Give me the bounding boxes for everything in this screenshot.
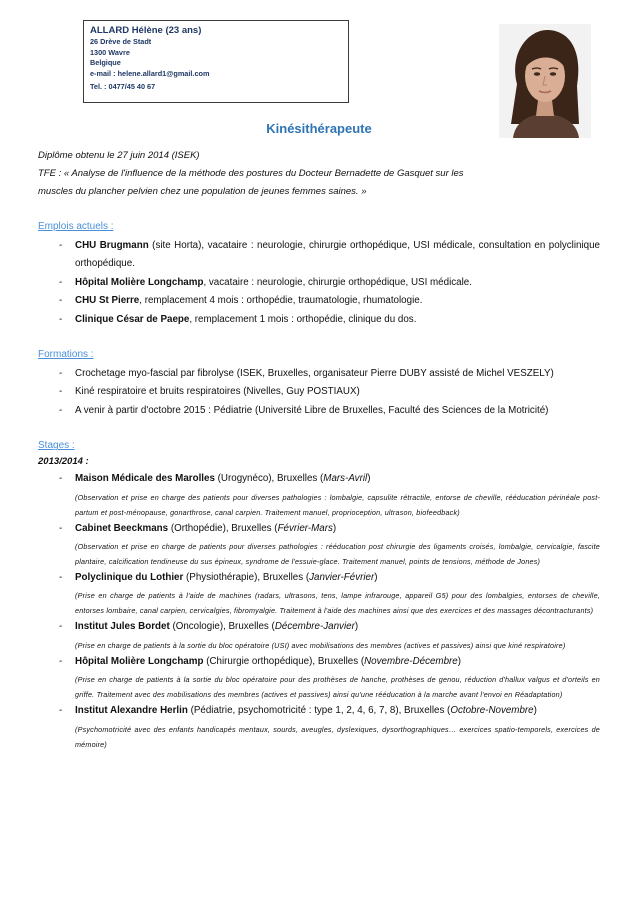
stage-item [38, 569, 600, 618]
candidate-name: ALLARD Hélène (23 ans) [90, 25, 202, 36]
employer-detail: , vacataire : neurologie, chirurgie orthopédique, USI médicale. [203, 276, 472, 288]
emplois-item [38, 292, 600, 310]
stage-period: Mars-Avril [323, 473, 368, 485]
employer-detail: , remplacement 4 mois : orthopédie, traumatologie, rhumatologie. [139, 295, 423, 307]
stage-item [38, 618, 600, 652]
stage-place: Institut Jules Bordet [75, 621, 170, 633]
stage-place: Polyclinique du Lothier [75, 572, 184, 584]
address-country: Belgique [90, 58, 121, 67]
stage-description: (Prise en charge de patients à la sortie du bloc opératoire pour des prothèses de hanche, prothèses de genou, réduction d'hallux valgus et d'orteils en griffe. Traitement avec des mobilisations des membres (actives et passives) ainsi qu'une rééducation à la marche avant l'envoi en Réadaptation) [75, 675, 600, 700]
address-street: 26 Drève de Stadt [90, 37, 152, 46]
stage-description: (Prise en charge de patients à la sortie du bloc opératoire (USI) avec mobilisations des membres (actives et passives) ainsi que kiné respiratoire) [75, 640, 566, 650]
contact-box [83, 20, 349, 103]
stage-period: Décembre-Janvier [274, 621, 355, 633]
stage-detail: (Urogynéco), Bruxelles ( [214, 473, 324, 485]
stage-place: Cabinet Beeckmans [75, 522, 169, 534]
address-city: 1300 Wavre [90, 47, 130, 57]
formation-item: - Crochetage myo-fascial par fibrolyse (ISEK, Bruxelles, organisateur Pierre DUBY assisté de Michel VESZELY) [38, 365, 600, 383]
stages-year: 2013/2014 : [38, 456, 89, 468]
emplois-list [38, 237, 600, 329]
stage-period: Février-Mars [277, 522, 333, 534]
stage-close: ) [354, 621, 359, 633]
stage-item [38, 470, 600, 519]
stage-close: ) [332, 522, 337, 534]
emplois-item [38, 237, 600, 274]
stage-description: (Prise en charge de patients à l'aide de machines (radars, ultrasons, tens, lampe infrarouge, appareil G5) pour des lombalgies, entorses de cheville, entorses lombaire, canal carpien, cervicalgies, fibromyalgie. Traitement à l'aide des machines ainsi que des exercices et des massages décontracturants) [75, 591, 600, 616]
emplois-item [38, 311, 600, 329]
stage-period: Janvier-Février [309, 572, 375, 584]
formations-list [38, 365, 600, 420]
formation-item: - Kiné respiratoire et bruits respiratoires (Nivelles, Guy POSTIAUX) [38, 383, 600, 401]
diploma-line: Diplôme obtenu le 27 juin 2014 (ISEK) [38, 150, 200, 161]
stage-detail: (Physiothérapie), Bruxelles ( [183, 572, 310, 584]
emplois-item [38, 274, 600, 292]
job-title: Kinésithérapeute [266, 121, 372, 136]
stage-place: Maison Médicale des Marolles [75, 473, 215, 485]
section-heading-formations: Formations : [38, 349, 94, 361]
tfe-line-1: TFE : « Analyse de l'influence de la méthode des postures du Docteur Bernadette de Gasquet sur les [38, 168, 464, 179]
employer-name: Hôpital Molière Longchamp [75, 276, 204, 288]
stage-period: Novembre-Décembre [364, 655, 458, 667]
phone-number: Tel. : 0477/45 40 67 [90, 82, 156, 91]
employer-detail: (site Horta), vacataire : neurologie, chirurgie orthopédique, USI médicale, consultation en polyclinique orthopédique. [75, 240, 600, 270]
stage-description: (Observation et prise en charge de patients pour diverses pathologies : rééducation post chirurgie des ligaments croisés, lombalgie, cervicalgie, fascite plantaire, calcification tendineuse du sus épineux, syndrome de l'essuie-glace. Traitement manuel, points de tensions, méthode de Jones) [75, 542, 600, 567]
stage-item [38, 520, 600, 569]
stage-place: Hôpital Molière Longchamp [75, 655, 204, 667]
stage-detail: (Chirurgie orthopédique), Bruxelles ( [203, 655, 365, 667]
employer-name: Clinique César de Paepe [75, 313, 190, 325]
stages-list [38, 470, 600, 751]
stage-item [38, 702, 600, 751]
stage-place: Institut Alexandre Herlin [75, 705, 188, 717]
employer-name: CHU St Pierre [75, 295, 140, 307]
stage-item [38, 653, 600, 702]
stage-close: ) [457, 655, 462, 667]
employer-detail: , remplacement 1 mois : orthopédie, clinique du dos. [189, 313, 417, 325]
stage-description: (Psychomotricité avec des enfants handicapés mentaux, sourds, aveugles, dyslexiques, dysorthographiques… exercices spatio-temporels, exercices de mémoire) [75, 724, 600, 749]
stage-detail: (Orthopédie), Bruxelles ( [168, 522, 278, 534]
stage-close: ) [374, 572, 378, 584]
formation-item: - A venir à partir d'octobre 2015 : Pédiatrie (Université Libre de Bruxelles, Faculté des Sciences de la Motricité) [38, 402, 600, 420]
employer-name: CHU Brugmann [75, 240, 149, 251]
stage-detail: (Oncologie), Bruxelles ( [169, 621, 275, 633]
section-heading-stages: Stages : [38, 440, 75, 452]
stage-period: Octobre-Novembre [450, 705, 534, 717]
stage-close: ) [367, 473, 371, 485]
stage-detail: (Pédiatrie, psychomotricité : type 1, 2, 4, 6, 7, 8), Bruxelles ( [187, 705, 451, 717]
tfe-line-2: muscles du plancher pelvien chez une population de jeunes femmes saines. » [38, 186, 367, 197]
stage-description: (Observation et prise en charge des patients pour diverses pathologies : lombalgie, capsulite rétractile, entorse de cheville, rééducation périnéale post-partum et post-ménopause, gonarthrose, canal carpien. Traitement manuel, proprioception, ultrason, biofeedback) [75, 492, 600, 517]
cv-body [38, 147, 600, 752]
email-address[interactable]: e-mail : helene.allard1@gmail.com [90, 68, 210, 78]
stage-close: ) [533, 705, 537, 717]
section-heading-emplois: Emplois actuels : [38, 221, 114, 232]
